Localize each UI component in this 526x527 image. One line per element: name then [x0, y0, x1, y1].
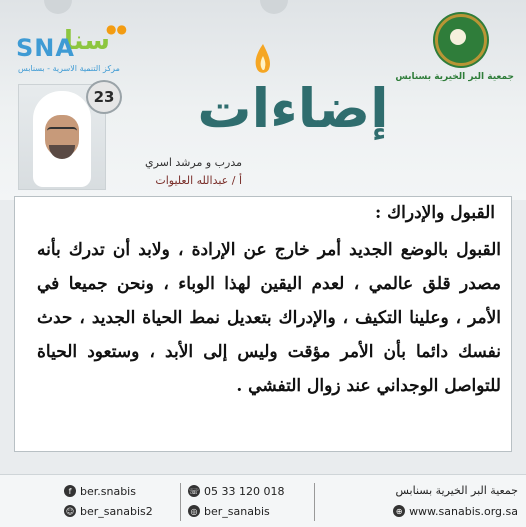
footer-social-column [64, 481, 153, 521]
logo-dots-icon: ●● [106, 22, 127, 36]
trainer-role: مدرب و مرشد اسري [144, 156, 242, 169]
phone-link[interactable] [188, 481, 284, 501]
snapchat-icon: ☺ [65, 506, 75, 516]
charity-seal-icon [435, 14, 487, 66]
phone-icon: ☏ [188, 486, 199, 496]
instagram-icon: ◎ [188, 505, 200, 517]
content-paragraph: القبول بالوضع الجديد أمر خارج عن الإرادة ، ولابد أن تدرك بأنه مصدر قلق عالمي ، لعدم اليقين لهذا الوباء ، ونحن جميعا في الأمر ، وعلينا التكيف ، والإدراك بتعديل نمط الحياة الجديد ، حدث نفسك دائما بأن الأمر مؤقت وليس إلى الأبد ، وستعود الحياة للتواصل الوجداني عند زوال التفشي . [37, 240, 501, 396]
footer-org-column [318, 481, 518, 521]
logo-latin-brand: SNA [16, 34, 75, 62]
charity-logo [395, 14, 514, 90]
footer-contact-column [188, 481, 284, 521]
trainer-name: أ / عبدالله العليوات [155, 174, 242, 187]
content-heading: القبول والإدراك : [374, 203, 495, 223]
flame-icon [252, 42, 274, 78]
sna-logo [16, 22, 126, 80]
ceiling-lamp [44, 0, 72, 14]
snapchat-handle: ber_sanabis2 [80, 504, 153, 518]
facebook-handle: ber.snabis [80, 484, 136, 498]
footer-divider [180, 483, 181, 521]
logo-subtitle: مركز التنمية الاسرية - بسنابس [18, 64, 120, 73]
page-title: إضاءات [197, 77, 389, 140]
footer-divider [314, 483, 315, 521]
website-link[interactable] [318, 501, 518, 521]
footer [0, 474, 526, 527]
facebook-icon: f [64, 485, 76, 497]
globe-icon: ⊕ [393, 505, 405, 517]
ceiling-lamp [260, 0, 288, 14]
phone-number: 05 33 120 018 [204, 484, 285, 498]
snapchat-link[interactable] [64, 501, 153, 521]
website-url: www.sanabis.org.sa [409, 504, 518, 518]
logo-arabic-brand: سنا [64, 26, 110, 56]
instagram-handle: ber_sanabis [204, 504, 270, 518]
content-card [14, 196, 512, 452]
facebook-link[interactable] [64, 481, 153, 501]
issue-number-badge: 23 [86, 80, 122, 114]
charity-logo-name: جمعية البر الخيرية بسنابس [395, 72, 514, 82]
footer-org-name: جمعية البر الخيرية بسنابس [395, 484, 518, 497]
instagram-link[interactable] [188, 501, 284, 521]
